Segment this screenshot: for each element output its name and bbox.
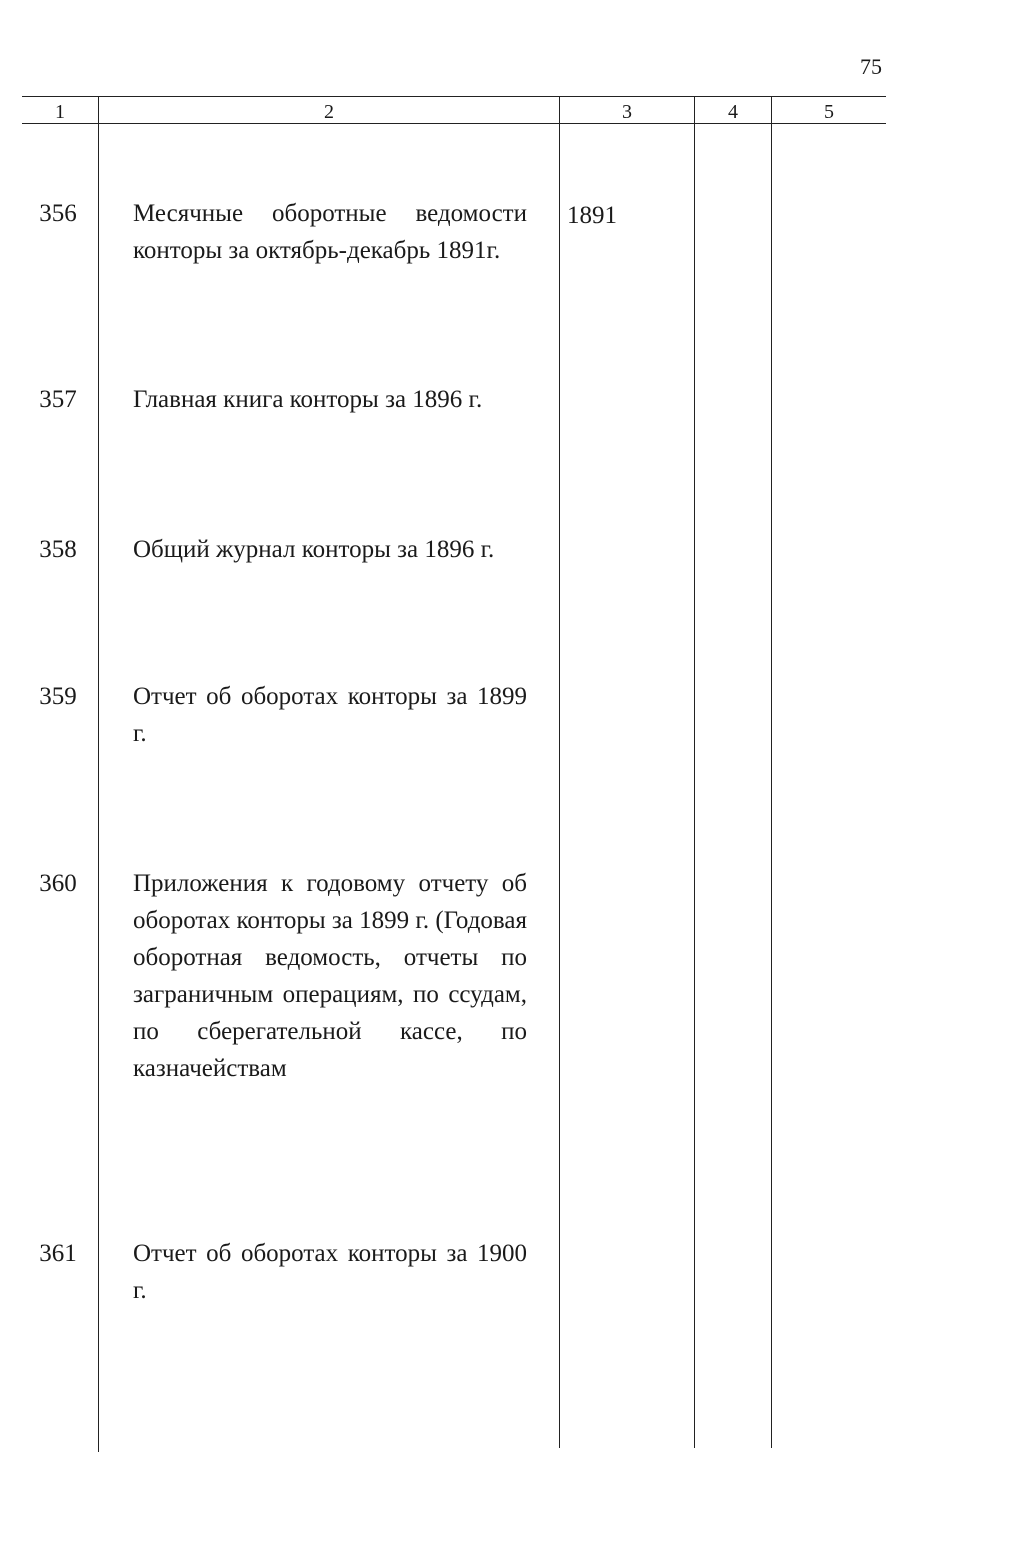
row-description: Общий журнал конторы за 1896 г. (133, 536, 495, 563)
row-description: Главная книга конторы за 1896 г. (133, 386, 483, 413)
column-divider-1 (98, 96, 99, 1452)
column-divider-4 (771, 96, 772, 1448)
row-description: Месячные оборотные ведомости конторы за октябрь-декабрь 1891г. (133, 200, 527, 264)
column-header-2: 2 (324, 101, 334, 123)
column-divider-3 (694, 96, 695, 1448)
row-number: 361 (39, 1240, 77, 1267)
row-year: 1891 (567, 202, 617, 229)
page-number: 75 (860, 54, 882, 79)
row-number: 356 (39, 200, 77, 227)
row-number: 360 (39, 870, 77, 897)
table-top-rule (22, 96, 886, 97)
column-header-1: 1 (55, 101, 65, 123)
column-header-3: 3 (622, 101, 632, 123)
row-number: 358 (39, 536, 77, 563)
row-number: 359 (39, 683, 77, 710)
row-description: Отчет об оборотах конторы за 1900 г. (133, 1240, 527, 1304)
column-header-4: 4 (728, 101, 738, 123)
column-divider-2 (559, 96, 560, 1448)
row-description: Приложения к годовому отчету об оборотах конторы за 1899 г. (Годовая оборотная ведомость, отчеты по заграничным операциям, по ссудам, по сберегательной кассе, по казначействам (133, 870, 527, 1082)
column-header-5: 5 (824, 101, 834, 123)
row-number: 357 (39, 386, 77, 413)
row-description: Отчет об оборотах конторы за 1899 г. (133, 683, 527, 747)
